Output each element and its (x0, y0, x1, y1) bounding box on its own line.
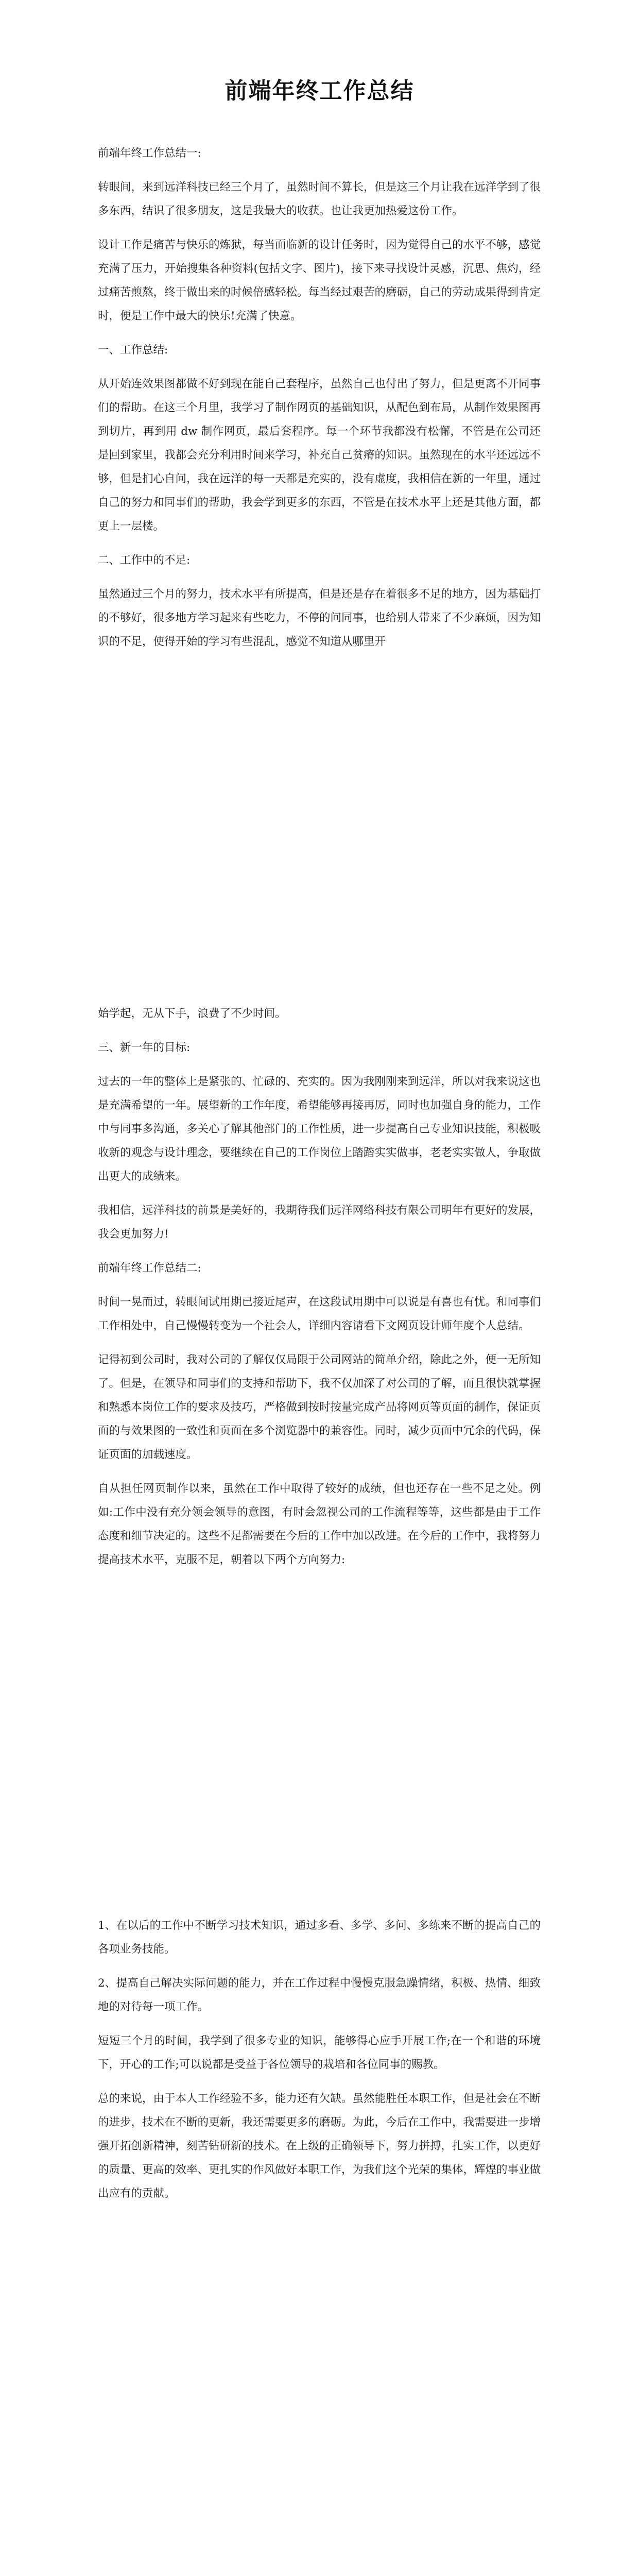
subheading: 二、工作中的不足: (98, 554, 191, 567)
paragraph: 总的来说，由于本人工作经验不多，能力还有欠缺。虽然能胜任本职工作，但是社会在不断的进步，技术在不断的更新，我还需要更多的磨砺。为此，今后在工作中，我需要进一步增强开拓创新精神，刻苦钻研新的技术。在上级的正确领导下，努力拼搏，扎实工作，以更好的质量、更高的效率、更扎实的作风做好本职工作，为我们这个光荣的集体，辉煌的事业做出应有的贡献。 (98, 2092, 541, 2200)
paragraph: 短短三个月的时间，我学到了很多专业的知识，能够得心应手开展工作;在一个和谐的环境下，开心的工作;可以说都是受益于各位领导的栽培和各位同事的赐教。 (98, 2035, 541, 2071)
paragraph: 时间一晃而过，转眼间试用期已接近尾声，在这段试用期中可以说是有喜也有忧。和同事们工作相处中，自己慢慢转变为一个社会人，详细内容请看下文网页设计师年度个人总结。 (98, 1296, 541, 1332)
paragraph: 1、在以后的工作中不断学习技术知识，通过多看、多学、多问、多练来不断的提高自己的各项业务技能。 (98, 1919, 541, 1956)
paragraph: 2、提高自己解决实际问题的能力，并在工作过程中慢慢克服急躁情绪，积极、热情、细致地的对待每一项工作。 (98, 1977, 541, 2013)
paragraph: 从开始连效果图都做不好到现在能自己套程序，虽然自己也付出了努力，但是更离不开同事们的帮助。在这三个月里，我学习了制作网页的基础知识，从配色到布局，从制作效果图再到切片，再到用 dw 制作网页，最后套程序。每一个环节我都没有松懈，不管是在公司还是回到家里，我都会充分利用时间来学习，补充自己贫瘠的知识。虽然现在的水平还远远不够，但是扪心自问，我在远洋的每一天都是充实的，没有虚度，我相信在新的一年里，通过自己的努力和同事们的帮助，我会学到更多的东西，不管是在技术水平上还是其他方面，都更上一层楼。 (98, 378, 541, 533)
document-title: 前端年终工作总结 (224, 78, 415, 104)
subheading: 前端年终工作总结一: (98, 147, 201, 160)
text-block-1 (98, 142, 541, 664)
subheading: 三、新一年的目标: (98, 1041, 191, 1054)
subheading: 一、工作总结: (98, 344, 168, 357)
paragraph: 转眼间，来到远洋科技已经三个月了，虽然时间不算长，但是这三个月让我在远洋学到了很多东西，结识了很多朋友，这是我最大的收获。也让我更加热爱这份工作。 (98, 181, 541, 217)
paragraph: 我相信，远洋科技的前景是美好的，我期待我们远洋网络科技有限公司明年有更好的发展，我会更加努力! (98, 1204, 541, 1241)
paragraph: 自从担任网页制作以来，虽然在工作中取得了较好的成绩，但也还存在一些不足之处。例如:工作中没有充分领会领导的意图，有时会忽视公司的工作流程等等，这些都是由于工作态度和细节决定的。这些不足都需要在今后的工作中加以改进。在今后的工作中，我将努力提高技术水平，克服不足，朝着以下两个方向努力: (98, 1482, 541, 1566)
paragraph: 记得初到公司时，我对公司的了解仅仅局限于公司网站的简单介绍，除此之外，便一无所知了。但是，在领导和同事们的支持和帮助下，我不仅加深了对公司的了解，而且很快就掌握和熟悉本岗位工作的要求及技巧，严格做到按时按量完成产品将网页等页面的制作，保证页面的与效果图的一致性和页面在多个浏览器中的兼容性。同时，减少页面中冗余的代码，保证页面的加载速度。 (98, 1353, 541, 1461)
text-block-2 (98, 1002, 541, 1582)
subheading: 前端年终工作总结二: (98, 1262, 201, 1275)
paragraph: 虽然通过三个月的努力，技术水平有所提高，但是还是存在着很多不足的地方，因为基础打的不够好，很多地方学习起来有些吃力，不停的问同事，也给别人带来了不少麻烦，因为知识的不足，使得开始的学习有些混乱，感觉不知道从哪里开 (98, 588, 541, 648)
text-block-3 (98, 1914, 541, 2216)
paragraph: 设计工作是痛苦与快乐的炼狱，每当面临新的设计任务时，因为觉得自己的水平不够，感觉充满了压力，开始搜集各种资料(包括文字、图片)，接下来寻找设计灵感，沉思、焦灼，经过痛苦煎熬，终于做出来的时候倍感轻松。每当经过艰苦的磨砺，自己的劳动成果得到肯定时，便是工作中最大的快乐!充满了快意。 (98, 239, 541, 323)
paragraph: 过去的一年的整体上是紧张的、忙碌的、充实的。因为我刚刚来到远洋，所以对我来说这也是充满希望的一年。展望新的工作年度，希望能够再接再厉，同时也加强自身的能力，工作中与同事多沟通，多关心了解其他部门的工作性质，进一步提高自己专业知识技能，积极吸收新的观念与设计理念，要继续在自己的工作岗位上踏踏实实做事，老老实实做人，争取做出更大的成绩来。 (98, 1075, 541, 1183)
paragraph: 始学起，无从下手，浪费了不少时间。 (98, 1007, 286, 1020)
